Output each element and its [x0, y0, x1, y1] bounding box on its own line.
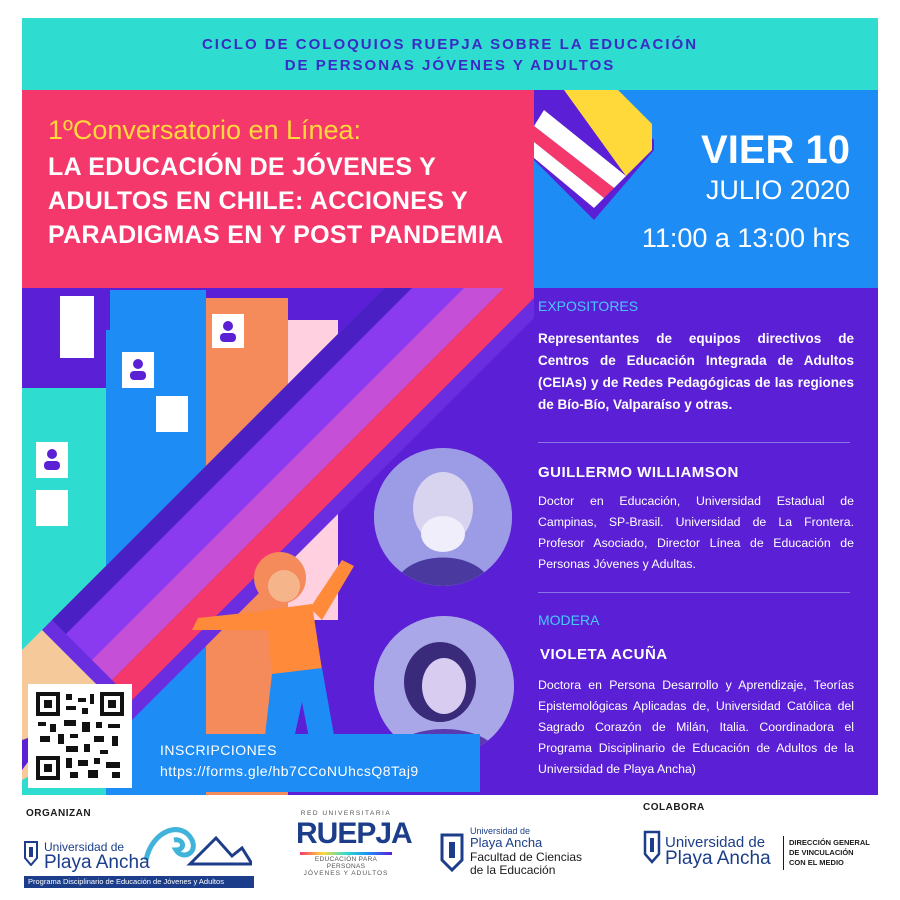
logo-divider — [783, 836, 784, 870]
event-date — [642, 128, 850, 254]
expositores-text: Representantes de equipos directivos de Centros de Educación Integrada de Adultos (CEIAs) y de Redes Pedagógicas de las regiones de Bío-Bío, Valparaíso y otras. — [538, 331, 854, 412]
colabora-line1: Universidad de — [665, 834, 766, 851]
series-title-line2: DE PERSONAS JÓVENES Y ADULTOS — [284, 57, 616, 74]
event-title-panel — [22, 90, 534, 288]
upla-program-logo — [24, 820, 254, 890]
moderator-section — [538, 612, 854, 780]
moderator-bio: Doctora en Persona Desarrollo y Aprendizaje, Teorías Epistemológicas Aplicadas de, Universidad Católica del Sagrado Corazón de Milán, Italia. Coordinadora el Programa Disciplinario de Educación de Adultos de la Universidad de Playa Ancha) — [538, 678, 854, 776]
series-header — [22, 18, 878, 90]
ruepja-color-bar — [300, 852, 392, 855]
upla-name-line1: Universidad de — [44, 840, 125, 854]
qr-code[interactable] — [28, 684, 132, 788]
speaker-bio: Doctor en Educación, Universidad Estadual de Campinas, SP-Brasil. Universidad de La Frontera. Profesor Asociado, Director Línea de Educación de Personas Jóvenes y Adultas. — [538, 494, 854, 571]
inscription-link[interactable]: https://forms.gle/hb7CCoNUhcsQ8Taj9 — [160, 763, 419, 779]
colabora-label: COLABORA — [643, 802, 705, 813]
event-time: 11:00 a 13:00 hrs — [641, 223, 850, 253]
colabora-dir-line1: DIRECCIÓN GENERAL — [789, 838, 870, 847]
upla-name-line2: Playa Ancha — [44, 852, 150, 873]
expositores-section — [538, 298, 854, 416]
expositores-label: EXPOSITORES — [538, 298, 639, 314]
colabora-department — [789, 838, 870, 868]
series-title-line1: CICLO DE COLOQUIOS RUEPJA SOBRE LA EDUCACIÓN — [201, 36, 699, 53]
colabora-line2: Playa Ancha — [665, 848, 771, 869]
moderator-name: VIOLETA ACUÑA — [540, 646, 668, 663]
divider — [538, 592, 850, 593]
event-label: 1ºConversatorio en Línea: — [48, 115, 362, 145]
organizan-label: ORGANIZAN — [26, 808, 92, 819]
colabora-dir-line3: CON EL MEDIO — [789, 858, 844, 867]
wave-graphic — [142, 820, 252, 872]
ruepja-subtitle-line1: EDUCACIÓN PARA PERSONAS — [314, 856, 378, 870]
facultad-line2: Playa Ancha — [470, 835, 543, 850]
inscription-box — [156, 734, 480, 792]
university-shield-icon — [24, 840, 38, 866]
facultad-line3: Facultad de Ciencias — [470, 850, 583, 864]
event-day: VIER 10 — [701, 128, 850, 172]
event-title-line: ADULTOS EN CHILE: ACCIONES Y — [48, 187, 469, 215]
university-shield-icon — [440, 832, 464, 872]
university-shield-icon — [643, 830, 661, 864]
inscription-label: INSCRIPCIONES — [160, 742, 277, 758]
speaker-photo — [374, 448, 512, 586]
pencil-eraser-graphic — [534, 90, 654, 220]
moderator-label: MODERA — [538, 612, 600, 628]
ruepja-subtitle-line2: JÓVENES Y ADULTOS — [303, 870, 389, 877]
event-month: JULIO 2020 — [705, 175, 850, 205]
colabora-logo — [643, 826, 883, 876]
event-title — [48, 150, 534, 252]
facultad-logo — [440, 826, 590, 882]
event-title-line: PARADIGMAS EN Y POST PANDEMIA — [48, 221, 504, 249]
event-title-line: LA EDUCACIÓN DE JÓVENES Y — [48, 153, 437, 181]
facultad-line1: Universidad de — [470, 826, 531, 836]
colabora-dir-line2: DE VINCULACIÓN — [789, 848, 854, 857]
ruepja-wordmark: RUEPJA — [296, 817, 412, 850]
qr-code-icon — [36, 692, 124, 780]
speaker-section — [538, 464, 854, 575]
upla-program-name: Programa Disciplinario de Educación de Jóvenes y Adultos — [24, 876, 254, 888]
facultad-line4: de la Educación — [470, 863, 556, 877]
ruepja-logo — [296, 810, 412, 890]
ruepja-network-label: RED UNIVERSITARIA — [300, 810, 392, 817]
divider — [538, 442, 850, 443]
speaker-name: GUILLERMO WILLIAMSON — [538, 464, 739, 481]
event-poster — [22, 18, 878, 795]
